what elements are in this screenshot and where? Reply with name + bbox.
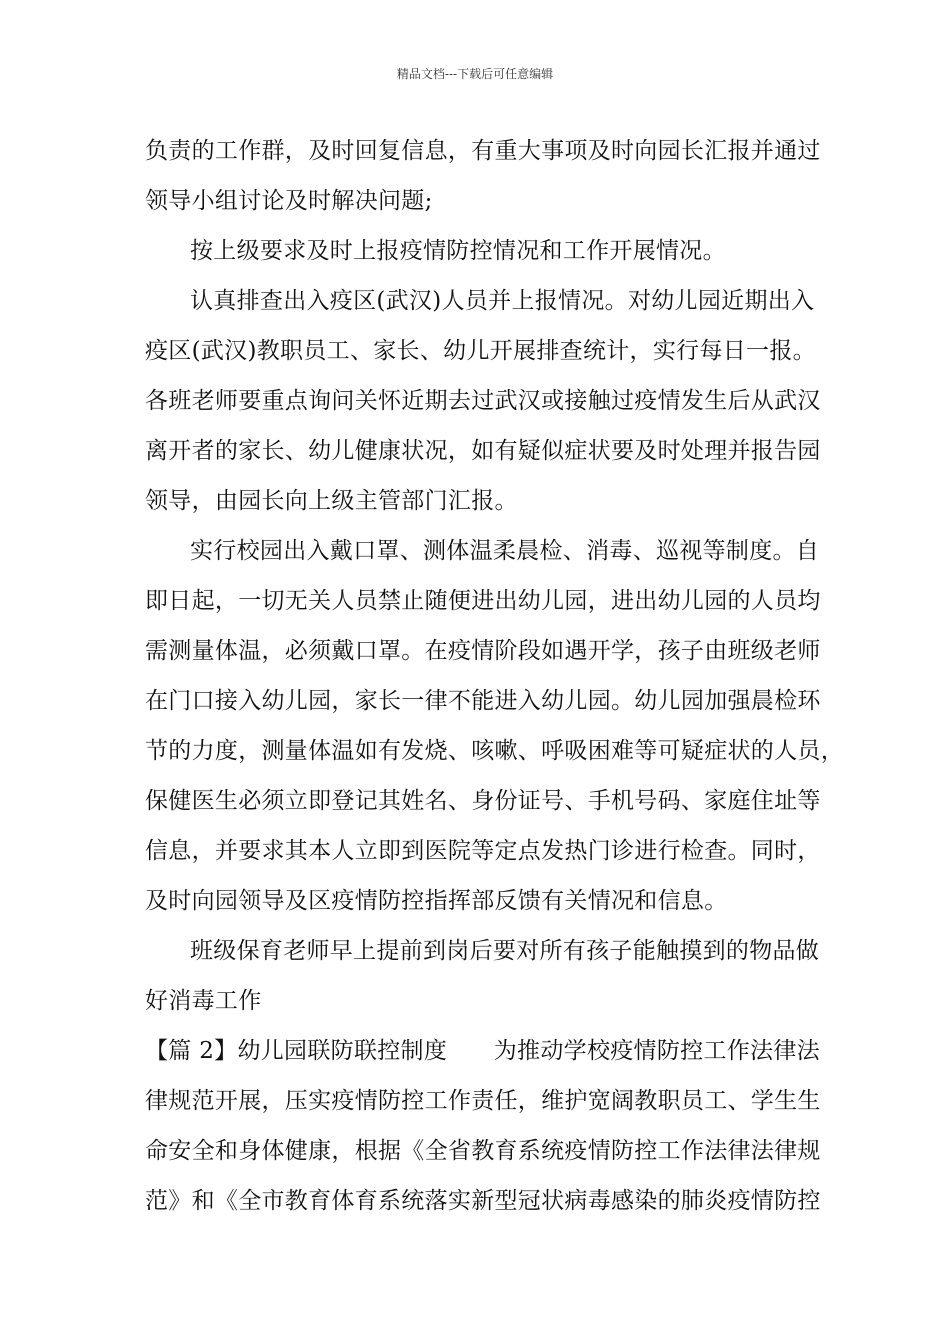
- text-line: 好消毒工作: [145, 988, 262, 1014]
- text-line: 律规范开展，压实疫情防控工作责任，维护宽阔教职员工、学生生: [145, 1088, 821, 1114]
- text-line: 即日起，一切无关人员禁止随便进出幼儿园，进出幼儿园的人员均: [145, 588, 821, 614]
- text-line: 领导，由园长向上级主管部门汇报。: [145, 488, 518, 514]
- page-header: 精品文档---下载后可任意编辑: [396, 67, 554, 81]
- text-line: 信息，并要求其本人立即到医院等定点发热门诊进行检查。同时，: [145, 838, 821, 864]
- text-line: 疫区(武汉)教职员工、家长、幼儿开展排查统计，实行每日一报。: [145, 338, 816, 364]
- text-line: 及时向园领导及区疫情防控指挥部反馈有关情况和信息。: [145, 888, 728, 914]
- text-line: 认真排查出入疫区(武汉)人员并上报情况。对幼儿园近期出入: [190, 288, 815, 314]
- text-line: 各班老师要重点询问关怀近期去过武汉或接触过疫情发生后从武汉: [145, 388, 821, 414]
- text-line: 在门口接入幼儿园，家长一律不能进入幼儿园。幼儿园加强晨检环: [145, 688, 821, 714]
- text-line: 离开者的家长、幼儿健康状况，如有疑似症状要及时处理并报告园: [145, 438, 821, 464]
- text-line: 班级保育老师早上提前到岗后要对所有孩子能触摸到的物品做: [190, 938, 820, 964]
- text-line: 需测量体温，必须戴口罩。在疫情阶段如遇开学，孩子由班级老师: [145, 638, 821, 664]
- text-line: 领导小组讨论及时解决问题;: [145, 188, 433, 214]
- text-line: 范》和《全市教育体育系统落实新型冠状病毒感染的肺炎疫情防控: [145, 1188, 821, 1214]
- text-line: 保健医生必须立即登记其姓名、身份证号、手机号码、家庭住址等: [145, 788, 821, 814]
- section-heading-line: 【篇 2】幼儿园联防联控制度 为推动学校疫情防控工作法律法: [145, 1038, 820, 1064]
- text-line: 按上级要求及时上报疫情防控情况和工作开展情况。: [190, 238, 726, 264]
- text-line: 实行校园出入戴口罩、测体温柔晨检、消毒、巡视等制度。自: [190, 538, 820, 564]
- text-line: 节的力度，测量体温如有发烧、咳嗽、呼吸困难等可疑症状的人员，: [145, 738, 844, 764]
- text-line: 命安全和身体健康，根据《全省教育系统疫情防控工作法律法律规: [145, 1138, 821, 1164]
- text-line: 负责的工作群，及时回复信息，有重大事项及时向园长汇报并通过: [145, 138, 821, 164]
